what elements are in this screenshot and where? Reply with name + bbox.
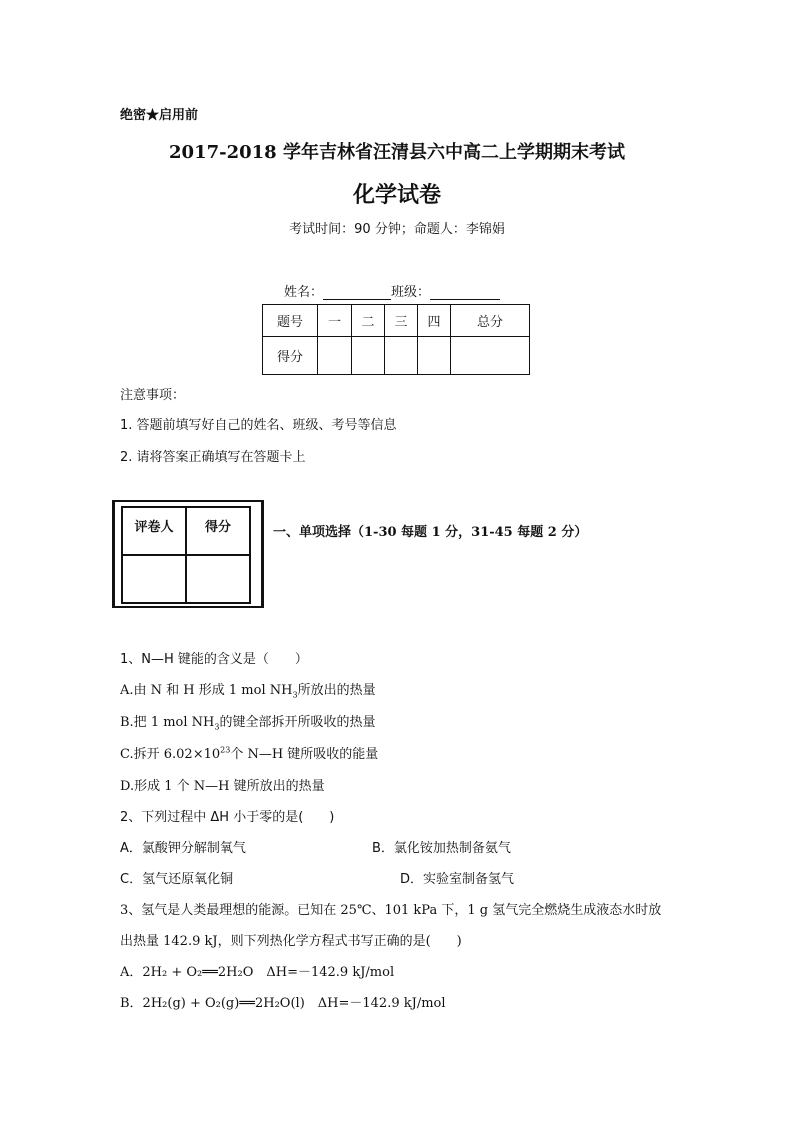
superscript: 23 xyxy=(220,745,231,755)
question-option: D．实验室制备氢气 xyxy=(400,872,515,887)
grader-cell[interactable] xyxy=(122,555,186,603)
score-header-cell: 题号 xyxy=(263,305,318,337)
grader-score-label: 得分 xyxy=(186,507,250,555)
notes-heading: 注意事项： xyxy=(120,388,186,403)
question-option xyxy=(120,743,378,762)
name-blank[interactable] xyxy=(323,285,391,300)
note-item: 1. 答题前填写好自己的姓名、班级、考号等信息 xyxy=(120,418,397,433)
score-cell[interactable] xyxy=(418,337,451,375)
section-heading: 一、单项选择（1-30 每题 1 分，31-45 每题 2 分） xyxy=(273,525,588,540)
question-option: B．2H₂(g) + O₂(g)══2H₂O(l) ΔH=－142.9 kJ/mol xyxy=(120,996,446,1011)
question-option: A．2H₂ + O₂══2H₂O ΔH=－142.9 kJ/mol xyxy=(120,965,395,980)
score-cell[interactable] xyxy=(318,337,352,375)
question-stem: 1、N—H 键能的含义是（ ） xyxy=(120,652,308,667)
score-cell[interactable] xyxy=(451,337,530,375)
option-text: B.把 1 mol NH xyxy=(120,715,215,730)
score-cell[interactable] xyxy=(385,337,418,375)
student-info-line xyxy=(284,281,500,300)
grader-cell[interactable] xyxy=(186,555,250,603)
question-option xyxy=(120,679,376,700)
score-header-cell: 二 xyxy=(352,305,385,337)
exam-subtitle: 化学试卷 xyxy=(352,182,441,208)
score-row-label: 得分 xyxy=(263,337,318,375)
score-table xyxy=(262,304,530,375)
question-option: C．氢气还原氧化铜 xyxy=(120,872,234,887)
score-header-cell: 总分 xyxy=(451,305,530,337)
secret-mark: 绝密★启用前 xyxy=(120,108,199,123)
question-stem: 3、氢气是人类最理想的能源。已知在 25℃、101 kPa 下，1 g 氢气完全燃烧生成液态水时放 xyxy=(120,903,662,918)
grader-table xyxy=(121,506,251,604)
option-text: A.由 N 和 H 形成 1 mol NH xyxy=(120,683,293,698)
subscript: 3 xyxy=(214,722,220,732)
grader-box xyxy=(112,500,264,608)
question-stem: 2、下列过程中 ΔH 小于零的是( ) xyxy=(120,810,335,825)
option-text: 个 N—H 键所吸收的能量 xyxy=(230,747,379,762)
option-text: 所放出的热量 xyxy=(297,683,376,698)
score-header-cell: 三 xyxy=(385,305,418,337)
note-item: 2. 请将答案正确填写在答题卡上 xyxy=(120,450,306,465)
class-label: 班级： xyxy=(391,285,431,300)
question-stem-cont: 出热量 142.9 kJ，则下列热化学方程式书写正确的是( ) xyxy=(120,934,462,949)
subscript: 3 xyxy=(292,690,298,700)
question-option: B．氯化铵加热制备氨气 xyxy=(372,841,511,856)
question-option: D.形成 1 个 N—H 键所放出的热量 xyxy=(120,779,325,794)
class-blank[interactable] xyxy=(430,285,500,300)
score-cell[interactable] xyxy=(352,337,385,375)
score-header-cell: 四 xyxy=(418,305,451,337)
question-option: A．氯酸钾分解制氧气 xyxy=(120,841,246,856)
option-text: C.拆开 6.02×10 xyxy=(120,747,221,762)
grader-label: 评卷人 xyxy=(122,507,186,555)
exam-meta: 考试时间：90 分钟；命题人：李锦娟 xyxy=(289,222,505,237)
exam-title: 2017-2018 学年吉林省汪清县六中高二上学期期末考试 xyxy=(169,142,625,163)
score-header-cell: 一 xyxy=(318,305,352,337)
question-option xyxy=(120,711,376,732)
name-label: 姓名： xyxy=(284,285,324,300)
option-text: 的键全部拆开所吸收的热量 xyxy=(219,715,376,730)
